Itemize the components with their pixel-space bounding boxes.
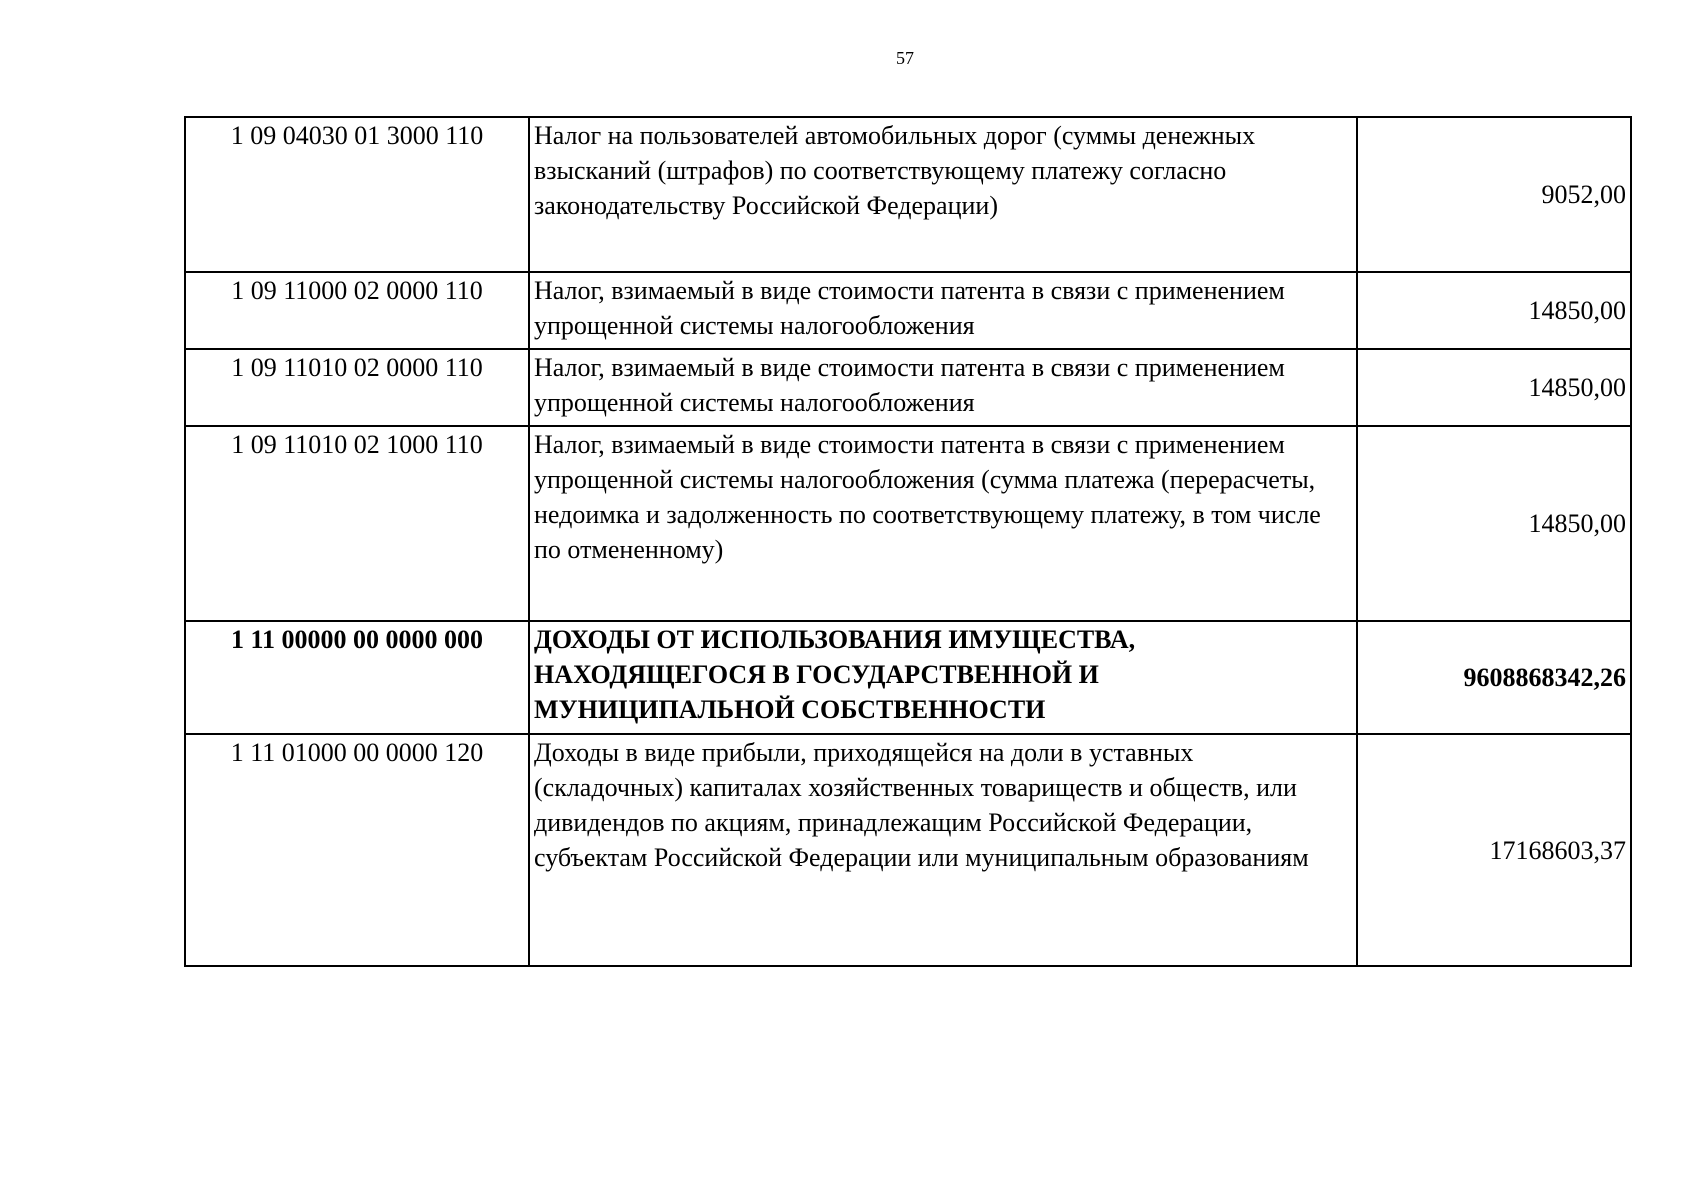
row-name: Налог, взимаемый в виде стоимости патента в связи с применением упрощенной системы налогообложения <box>529 349 1357 426</box>
table-row <box>185 272 1631 349</box>
row-amount: 14850,00 <box>1357 426 1631 621</box>
row-amount: 14850,00 <box>1357 349 1631 426</box>
row-name: Доходы в виде прибыли, приходящейся на доли в уставных (складочных) капиталах хозяйственных товариществ и обществ, или дивидендов по акциям, принадлежащим Российской Федерации, субъектам Российской Федерации или муниципальным образованиям <box>529 734 1357 966</box>
row-code: 1 11 00000 00 0000 000 <box>185 621 529 734</box>
revenue-table <box>184 116 1632 967</box>
row-amount: 17168603,37 <box>1357 734 1631 966</box>
row-name: ДОХОДЫ ОТ ИСПОЛЬЗОВАНИЯ ИМУЩЕСТВА, НАХОДЯЩЕГОСЯ В ГОСУДАРСТВЕННОЙ И МУНИЦИПАЛЬНОЙ СОБСТВЕННОСТИ <box>529 621 1357 734</box>
table-row <box>185 426 1631 621</box>
table-row-section <box>185 621 1631 734</box>
row-code: 1 09 11010 02 0000 110 <box>185 349 529 426</box>
table-row <box>185 117 1631 272</box>
row-name: Налог, взимаемый в виде стоимости патента в связи с применением упрощенной системы налогообложения (сумма платежа (перерасчеты, недоимка и задолженность по соответствующему платежу, в том числе по отмененному) <box>529 426 1357 621</box>
row-code: 1 09 04030 01 3000 110 <box>185 117 529 272</box>
table-row <box>185 349 1631 426</box>
row-amount: 9052,00 <box>1357 117 1631 272</box>
row-amount: 9608868342,26 <box>1357 621 1631 734</box>
row-name: Налог на пользователей автомобильных дорог (суммы денежных взысканий (штрафов) по соответствующему платежу согласно законодательству Российской Федерации) <box>529 117 1357 272</box>
row-amount: 14850,00 <box>1357 272 1631 349</box>
row-code: 1 09 11000 02 0000 110 <box>185 272 529 349</box>
page-number: 57 <box>896 48 914 68</box>
table-row <box>185 734 1631 966</box>
row-code: 1 11 01000 00 0000 120 <box>185 734 529 966</box>
row-name: Налог, взимаемый в виде стоимости патента в связи с применением упрощенной системы налогообложения <box>529 272 1357 349</box>
row-code: 1 09 11010 02 1000 110 <box>185 426 529 621</box>
